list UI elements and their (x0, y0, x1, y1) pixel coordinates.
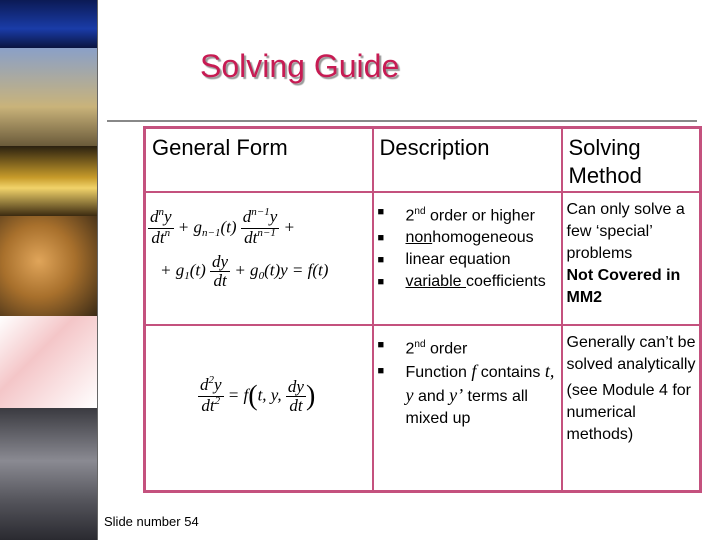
description-cell (373, 325, 562, 492)
list-item: ■ nonhomogeneous (377, 228, 534, 246)
general-form-equation-second-order: $\frac{d^2y}{dt^2}$ = f(t, y, $\frac{dy}{dt}$ ) (200, 374, 316, 415)
strip-image-satellite (0, 408, 97, 540)
solving-guide-table (143, 126, 702, 493)
strip-image-gold (0, 146, 97, 216)
list-item: ■ linear equation (377, 250, 511, 268)
strip-image-leopard (0, 216, 97, 316)
general-form-equation-nth-order: $\frac{d^ny}{dt^n}$ + $g_{n-1}(t)$ $\frac{d^{n-1}y}{dt^{n-1}}$ + + $g_1(t)$ $\frac{dy}{dt}$ + $g_0(t)y = f(t)$ (150, 206, 329, 290)
table-header-row (145, 128, 701, 192)
list-item: ■ 2nd order (377, 338, 468, 357)
strip-image-organ (0, 316, 97, 408)
slide-number: Slide number 54 (104, 514, 199, 529)
method-cell (562, 192, 701, 325)
description-cell (373, 192, 562, 325)
header-description: Description (373, 128, 562, 192)
method-cell (562, 325, 701, 492)
method-not-covered: Not Covered in MM2 (566, 266, 681, 306)
strip-image-oil-pump (0, 48, 97, 146)
list-item: ■ 2nd order or higher (377, 205, 535, 224)
method-text: Can only solve a few ‘special’ problems (566, 200, 685, 262)
method-note: (see Module 4 for numerical methods) (566, 381, 692, 443)
title-rule (107, 120, 697, 122)
method-text: Generally can’t be solved analytically (566, 333, 696, 373)
slide-title: Solving Guide (200, 48, 400, 84)
list-item: ■ Function f contains t, y and y’ terms all mixed up (377, 360, 555, 427)
strip-image-oil-field (0, 0, 97, 48)
header-solving-method: Solving Method (562, 128, 701, 192)
list-item: ■ variable coefficients (377, 272, 546, 290)
strip-divider (97, 0, 98, 540)
header-general-form: General Form (145, 128, 373, 192)
photo-strip (0, 0, 97, 540)
